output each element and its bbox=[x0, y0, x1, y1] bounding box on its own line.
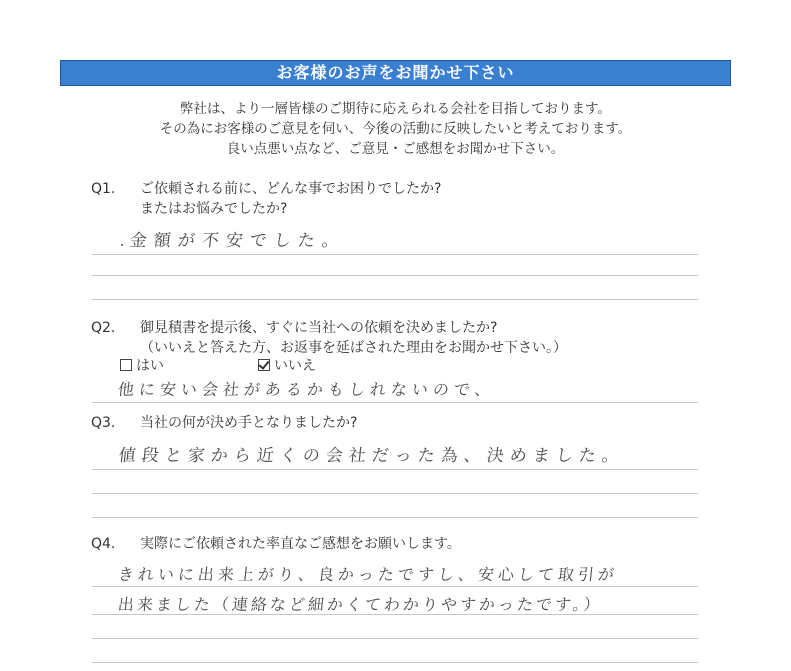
q4-answer-rule-2 bbox=[92, 614, 698, 615]
q2-answer-line bbox=[92, 402, 698, 403]
q2-checkbox-yes[interactable] bbox=[120, 359, 132, 371]
survey-title: お客様のお声をお聞かせ下さい bbox=[276, 63, 515, 82]
q1-number: Q1. bbox=[91, 181, 116, 197]
q2-question-line-2: （いいえと答えた方、お返事を延ばされた理由をお聞かせ下さい。） bbox=[140, 340, 567, 356]
q2-option-yes-label: はい bbox=[136, 358, 164, 374]
q3-number: Q3. bbox=[91, 415, 116, 431]
q2-number: Q2. bbox=[91, 320, 116, 336]
intro-line-3: 良い点悪い点など、ご意見・ご感想をお聞かせ下さい。 bbox=[226, 141, 565, 157]
q2-option-no-label: いいえ bbox=[274, 358, 316, 374]
q4-answer-rule-4 bbox=[92, 662, 698, 663]
q1-question-line-1: ご依頼される前に、どんな事でお困りでしたか? bbox=[140, 181, 442, 197]
q2-checkbox-no[interactable] bbox=[258, 359, 270, 371]
q1-answer-line-1 bbox=[92, 254, 698, 255]
q3-question: 当社の何が決め手となりましたか? bbox=[140, 415, 358, 431]
q2-answer: 他に安い会社があるかもしれないので、 bbox=[116, 380, 497, 399]
q1-answer-line-3 bbox=[92, 299, 698, 300]
intro-line-1: 弊社は、より一層皆様のご期待に応えられる会社を目指しております。 bbox=[180, 101, 611, 117]
q3-answer-line-1 bbox=[92, 469, 698, 470]
q4-number: Q4. bbox=[91, 536, 116, 552]
q2-option-yes[interactable] bbox=[120, 357, 164, 375]
q4-answer-rule-1 bbox=[92, 586, 698, 587]
survey-title-bar bbox=[60, 60, 731, 86]
q3-answer: 値段と家から近くの会社だった為、決めました。 bbox=[117, 446, 626, 466]
intro-line-2: その為にお客様のご意見を伺い、今後の活動に反映したいと考えております。 bbox=[159, 121, 632, 137]
q2-option-no[interactable] bbox=[258, 357, 316, 375]
q3-answer-line-2 bbox=[92, 493, 698, 494]
q4-question: 実際にご依頼された率直なご感想をお願いします。 bbox=[140, 536, 461, 552]
q4-answer-line-2: 出来ました（連絡など細かくてわかりやすかったです。） bbox=[116, 595, 604, 614]
q1-answer-line-2 bbox=[92, 275, 698, 276]
q1-question-line-2: またはお悩みでしたか? bbox=[140, 201, 288, 217]
q1-mark bbox=[121, 244, 123, 246]
q4-answer-rule-3 bbox=[92, 638, 698, 639]
q4-answer-line-1: きれいに出来上がり、良かったですし、安心して取引が bbox=[116, 565, 619, 584]
q1-answer: 金額が不安でした。 bbox=[128, 231, 347, 251]
q2-question-line-1: 御見積書を提示後、すぐに当社への依頼を決めましたか? bbox=[140, 320, 498, 336]
q3-answer-line-3 bbox=[92, 517, 698, 518]
